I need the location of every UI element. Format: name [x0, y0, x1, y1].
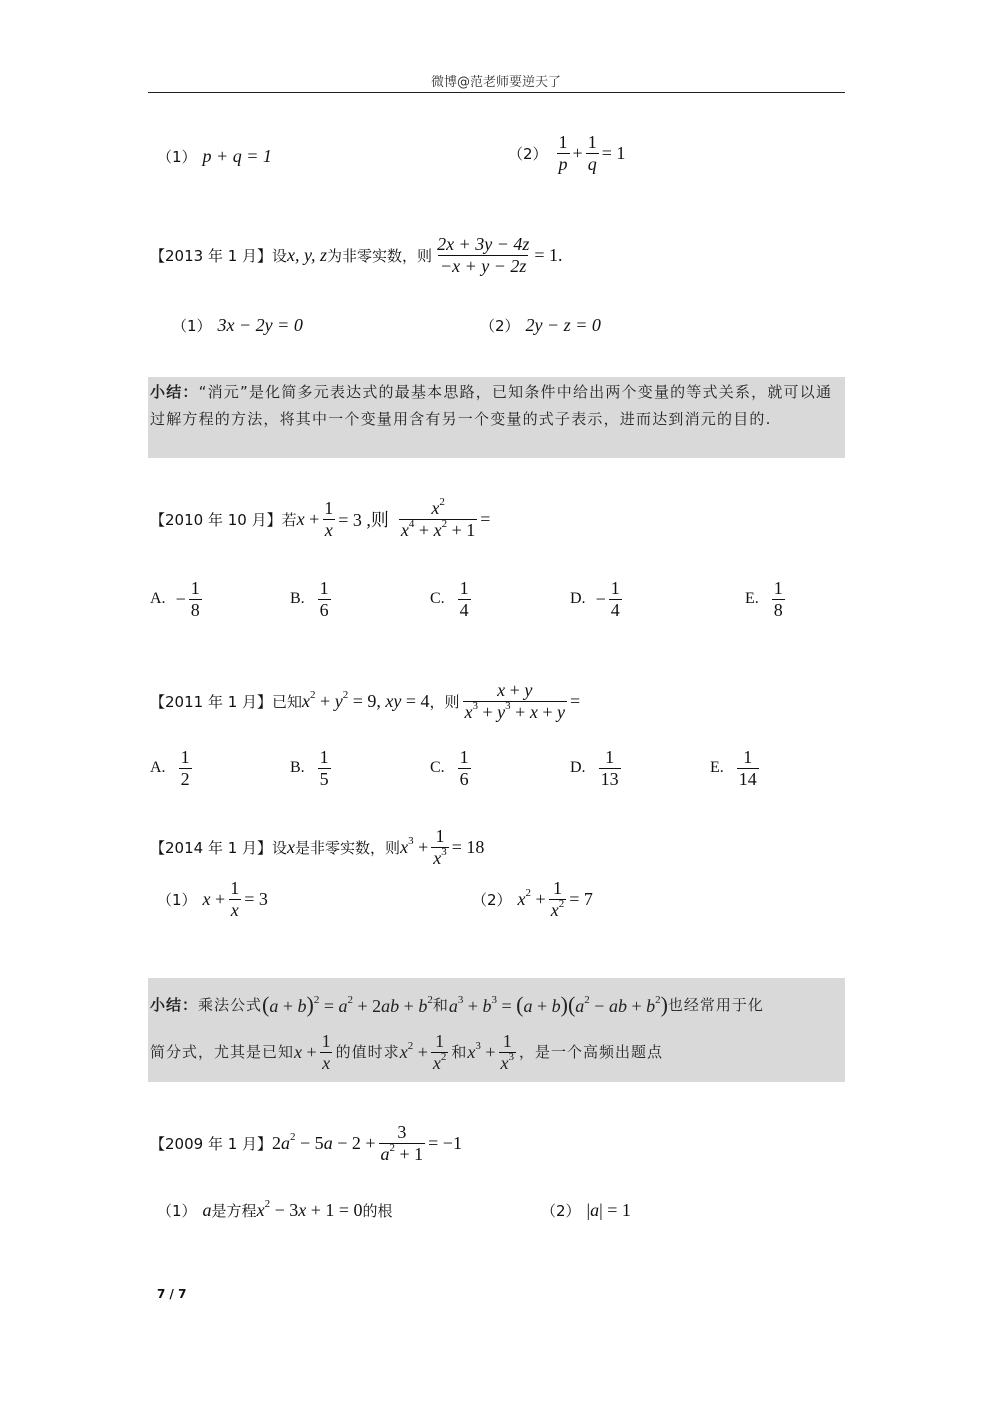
fraction-x2-over-poly: $\frac{x^2}{x^4 + x^2 + 1}$: [400, 496, 476, 540]
problem-2010: 【2010 年 10 月】 若 x + $\frac{1}{x}$ = 3 ,则 $\frac{x^2}{x^4 + x^2 + 1}$ =: [150, 496, 491, 540]
fraction-2011: $\frac{x + y}{x^3 + y^3 + x + y}$: [464, 680, 565, 722]
source-2014: 【2014 年 1 月】: [150, 838, 273, 857]
fraction-1-over-x: $\frac{1}{x}$: [324, 498, 334, 540]
option-e-2011[interactable]: E. $\frac{1}{14}$: [710, 747, 757, 789]
condition-2-pq: （2） $\frac{1}{p}$ + $\frac{1}{q}$ = 1: [508, 132, 626, 174]
source-2013: 【2013 年 1 月】: [150, 246, 273, 265]
source-2011: 【2011 年 1 月】: [150, 692, 273, 711]
fraction-2013: $\frac{2x + 3y - 4z}{-x + y - 2z}$: [437, 234, 530, 276]
option-b-2011[interactable]: B. $\frac{1}{5}$: [290, 747, 329, 789]
source-2010: 【2010 年 10 月】: [150, 510, 282, 529]
fraction-3-over-a2-plus-1: $\frac{3}{a^2 + 1}$: [380, 1122, 424, 1164]
page-header: 微博@范老师要逆天了: [430, 75, 561, 90]
equation-p-plus-q: p + q = 1: [202, 146, 272, 166]
condition-2-2014: （2） $x^2$ + $\frac{1}{x^2}$ = 7: [472, 878, 593, 920]
option-c-2011[interactable]: C. $\frac{1}{6}$: [430, 747, 469, 789]
option-b-2010[interactable]: B. $\frac{1}{6}$: [290, 578, 329, 620]
condition-2-2013: （2） 2y − z = 0: [480, 315, 601, 335]
source-2009: 【2009 年 1 月】: [150, 1134, 273, 1153]
condition-1-pq: （1） p + q = 1: [157, 146, 272, 166]
option-e-2010[interactable]: E. $\frac{1}{8}$: [745, 578, 783, 620]
header-divider: [148, 92, 845, 93]
option-a-2010[interactable]: A. − $\frac{1}{8}$: [150, 578, 200, 620]
fraction-1-over-p: $\frac{1}{p}$: [558, 132, 568, 174]
option-c-2010[interactable]: C. $\frac{1}{4}$: [430, 578, 469, 620]
problem-2013: 【2013 年 1 月】 设 x, y, z 为非零实数，则 $\frac{2x + 3y - 4z}{-x + y - 2z}$ = 1.: [150, 234, 563, 276]
option-d-2010[interactable]: D. − $\frac{1}{4}$: [570, 578, 620, 620]
option-a-2011[interactable]: A. $\frac{1}{2}$: [150, 747, 190, 789]
summary-box-formulas: 小结： 乘法公式 $(a + b)^2 = a^2 + 2ab + b^2$ 和 $a^3 + b^3 = (a + b)(a^2$ − ab + $b^2$) 也经常用于化 简分式，尤其是已知 x + $\frac{1}{x}$ 的值时求 $x^2$ + $\frac{1}{x^2}$ 和 $x^3$ + $\frac{1}{x^3}$ ，是一个高频出题点: [148, 978, 845, 1082]
page-number: 7 / 7: [157, 1287, 187, 1301]
condition-1-2009: （1） a 是方程 $x^2 - 3x + 1 = 0$ 的根: [157, 1198, 393, 1220]
condition-2-2009: （2） |a| = 1: [541, 1200, 631, 1220]
fraction-1-over-x3: $\frac{1}{x^3}$: [433, 826, 447, 868]
problem-2009: 【2009 年 1 月】 $2a^2 - 5a - 2$ + $\frac{3}{a^2 + 1}$ = −1: [150, 1122, 462, 1164]
summary-box-elimination: 小结：“消元”是化简多元表达式的最基本思路，已知条件中给出两个变量的等式关系，就可以通过解方程的方法，将其中一个变量用含有另一个变量的式子表示，进而达到消元的目的.: [148, 377, 845, 458]
fraction-1-over-q: $\frac{1}{q}$: [587, 132, 597, 174]
condition-1-2013: （1） 3x − 2y = 0: [172, 315, 303, 335]
condition-1-2014: （1） x + $\frac{1}{x}$ = 3: [157, 878, 268, 920]
problem-2011: 【2011 年 1 月】 已知 $x^2 + y^2 = 9$, xy = 4 ，则 $\frac{x + y}{x^3 + y^3 + x + y}$ =: [150, 680, 581, 722]
option-d-2011[interactable]: D. $\frac{1}{13}$: [570, 747, 619, 789]
problem-2014: 【2014 年 1 月】 设 x 是非零实数，则 $x^3$ + $\frac{1}{x^3}$ = 18: [150, 826, 485, 868]
